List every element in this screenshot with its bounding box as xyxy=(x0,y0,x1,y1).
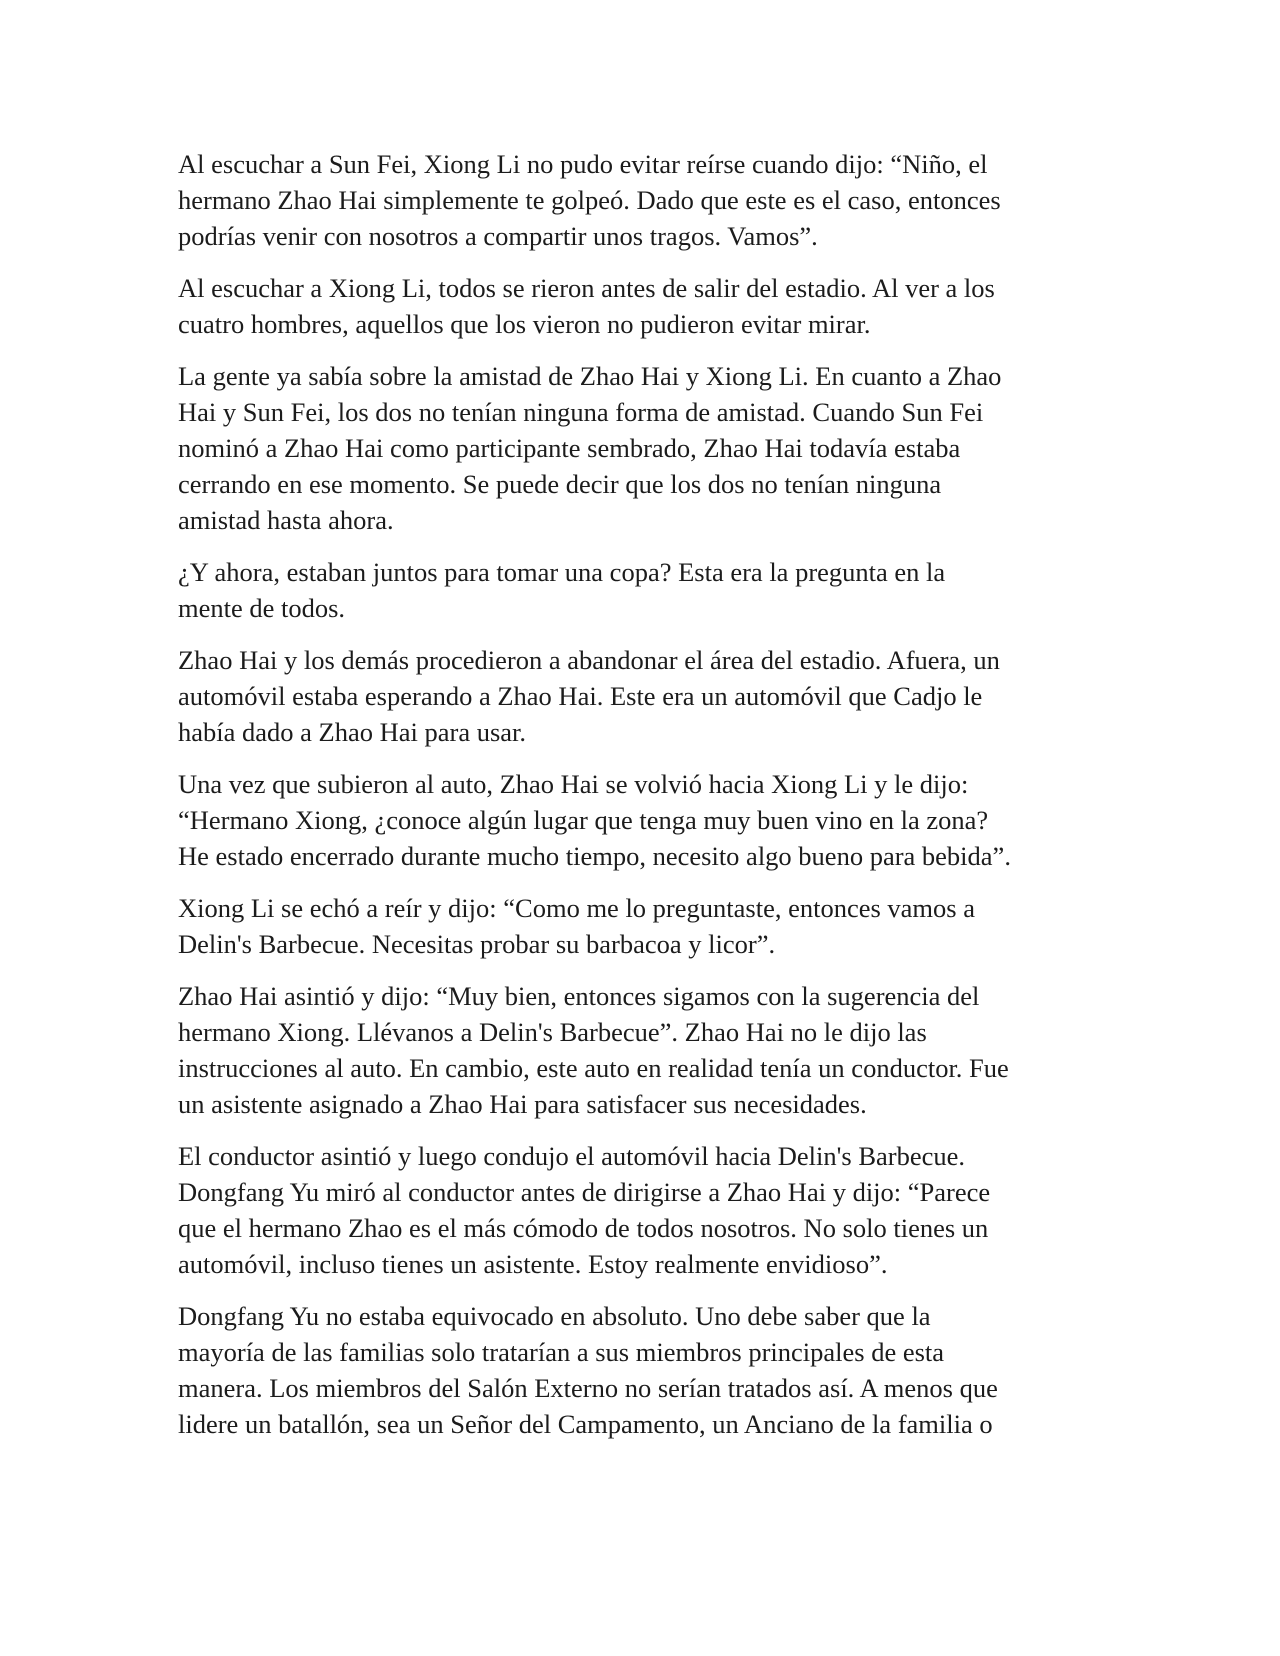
document-body xyxy=(178,146,1118,1458)
paragraph-6: Una vez que subieron al auto, Zhao Hai se volvió hacia Xiong Li y le dijo: “Hermano Xiong, ¿conoce algún lugar que tenga muy buen vino en la zona? He estado encerrado durante mucho tiempo, necesito algo bueno para bebida”. xyxy=(178,769,1011,871)
paragraph-7: Xiong Li se echó a reír y dijo: “Como me lo preguntaste, entonces vamos a Delin's Barbecue. Necesitas probar su barbacoa y licor”. xyxy=(178,893,975,959)
paragraph-3: La gente ya sabía sobre la amistad de Zhao Hai y Xiong Li. En cuanto a Zhao Hai y Sun Fei, los dos no tenían ninguna forma de amistad. Cuando Sun Fei nominó a Zhao Hai como participante sembrado, Zhao Hai todavía estaba cerrando en ese momento. Se puede decir que los dos no tenían ninguna amistad hasta ahora. xyxy=(178,361,1002,535)
paragraph-4: ¿Y ahora, estaban juntos para tomar una copa? Esta era la pregunta en la mente de todos. xyxy=(178,557,946,623)
paragraph-9: El conductor asintió y luego condujo el automóvil hacia Delin's Barbecue. Dongfang Yu miró al conductor antes de dirigirse a Zhao Hai y dijo: “Parece que el hermano Zhao es el más cómodo de todos nosotros. No solo tienes un automóvil, incluso tienes un asistente. Estoy realmente envidioso”. xyxy=(178,1141,991,1279)
paragraph-2: Al escuchar a Xiong Li, todos se rieron antes de salir del estadio. Al ver a los cuatro hombres, aquellos que los vieron no pudieron evitar mirar. xyxy=(178,273,995,339)
paragraph-5: Zhao Hai y los demás procedieron a abandonar el área del estadio. Afuera, un automóvil estaba esperando a Zhao Hai. Este era un automóvil que Cadjo le había dado a Zhao Hai para usar. xyxy=(178,645,1000,747)
paragraph-8: Zhao Hai asintió y dijo: “Muy bien, entonces sigamos con la sugerencia del hermano Xiong. Llévanos a Delin's Barbecue”. Zhao Hai no le dijo las instrucciones al auto. En cambio, este auto en realidad tenía un conductor. Fue un asistente asignado a Zhao Hai para satisfacer sus necesidades. xyxy=(178,981,1009,1119)
paragraph-10: Dongfang Yu no estaba equivocado en absoluto. Uno debe saber que la mayoría de las familias solo tratarían a sus miembros principales de esta manera. Los miembros del Salón Externo no serían tratados así. A menos que lidere un batallón, sea un Señor del Campamento, un Anciano de la familia o xyxy=(178,1301,998,1439)
paragraph-1: Al escuchar a Sun Fei, Xiong Li no pudo evitar reírse cuando dijo: “Niño, el hermano Zhao Hai simplemente te golpeó. Dado que este es el caso, entonces podrías venir con nosotros a compartir unos tragos. Vamos”. xyxy=(178,149,1001,251)
